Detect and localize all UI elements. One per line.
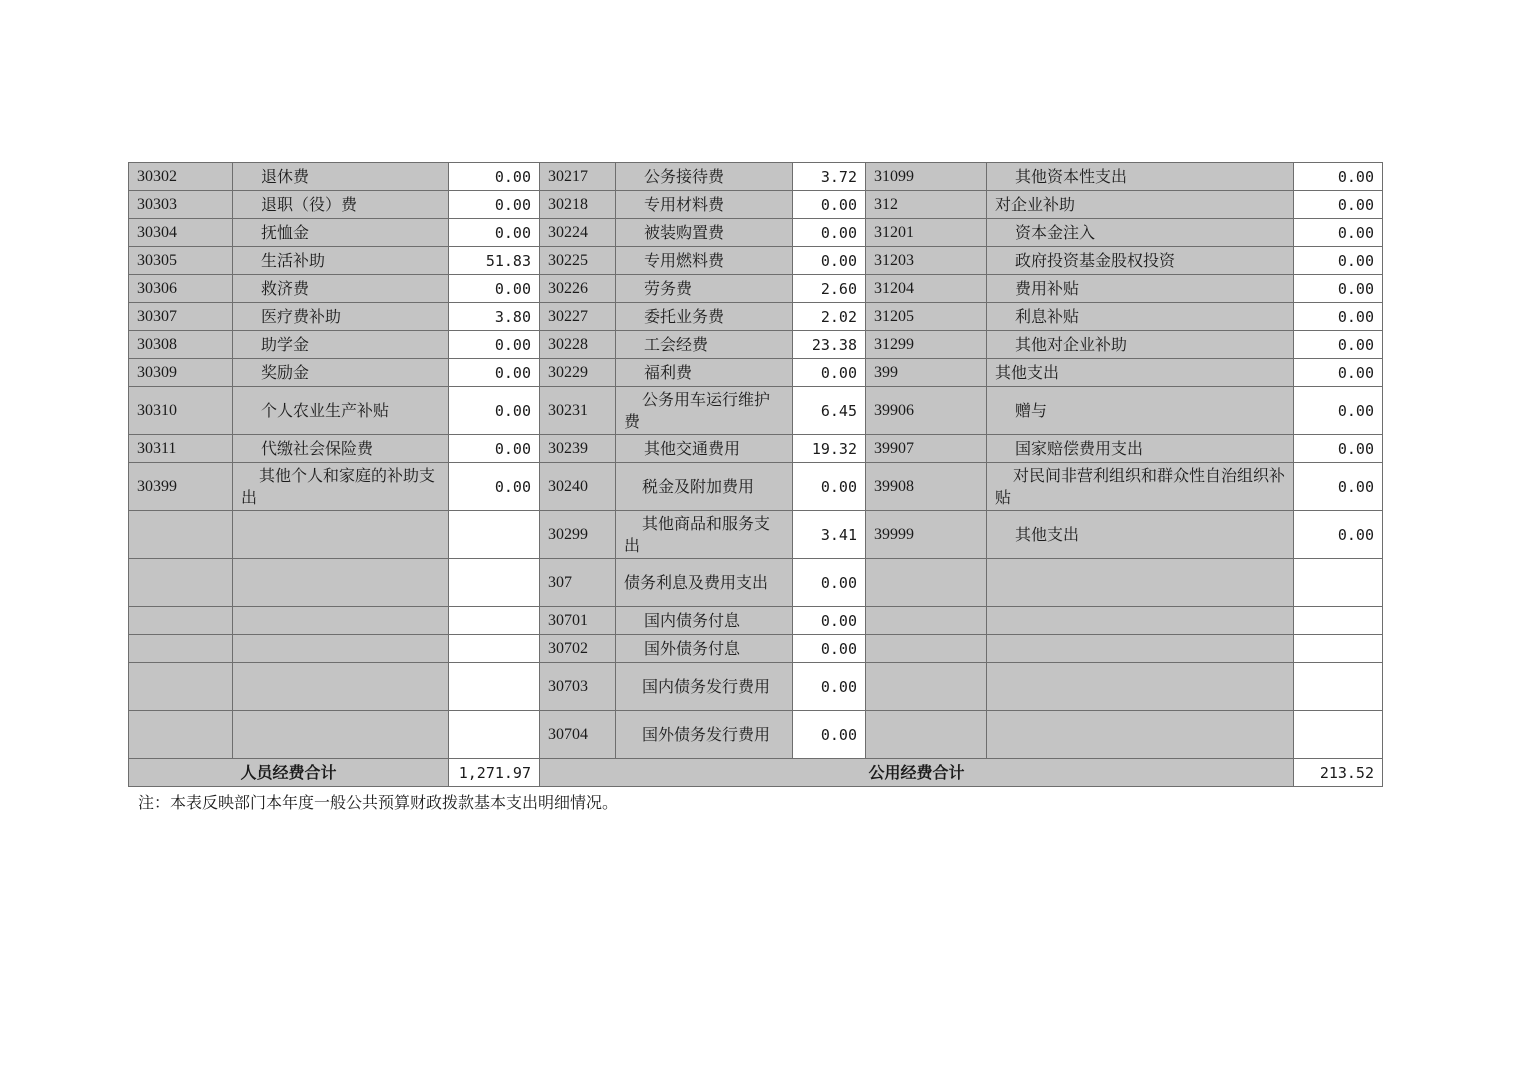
table-row <box>129 387 1383 435</box>
personnel-amount-cell: 3.80 <box>449 303 540 331</box>
other-name-cell: 国家赔偿费用支出 <box>987 435 1294 463</box>
personnel-name-cell: 代缴社会保险费 <box>233 435 449 463</box>
public-code-cell: 30225 <box>540 247 616 275</box>
public-amount-cell: 0.00 <box>793 559 866 607</box>
personnel-amount-cell <box>449 511 540 559</box>
table-row <box>129 247 1383 275</box>
personnel-code-cell: 30308 <box>129 331 233 359</box>
personnel-code-cell: 30309 <box>129 359 233 387</box>
table-row <box>129 163 1383 191</box>
personnel-code-cell <box>129 559 233 607</box>
public-amount-cell: 2.02 <box>793 303 866 331</box>
table-footnote: 注：本表反映部门本年度一般公共预算财政拨款基本支出明细情况。 <box>138 793 619 812</box>
personnel-amount-cell: 0.00 <box>449 191 540 219</box>
other-name-cell: 利息补贴 <box>987 303 1294 331</box>
public-code-cell: 30218 <box>540 191 616 219</box>
other-amount-cell: 0.00 <box>1294 463 1383 511</box>
personnel-name-cell: 医疗费补助 <box>233 303 449 331</box>
public-code-cell: 30239 <box>540 435 616 463</box>
public-code-cell: 30217 <box>540 163 616 191</box>
personnel-amount-cell: 0.00 <box>449 163 540 191</box>
table-row <box>129 559 1383 607</box>
other-name-cell: 对民间非营利组织和群众性自治组织补贴 <box>987 463 1294 511</box>
other-name-cell <box>987 635 1294 663</box>
personnel-name-cell <box>233 607 449 635</box>
table-row <box>129 331 1383 359</box>
public-amount-cell: 0.00 <box>793 191 866 219</box>
personnel-name-cell <box>233 511 449 559</box>
table-row <box>129 303 1383 331</box>
public-amount-cell: 19.32 <box>793 435 866 463</box>
personnel-amount-cell: 0.00 <box>449 359 540 387</box>
public-name-cell: 福利费 <box>616 359 793 387</box>
personnel-name-cell <box>233 663 449 711</box>
other-amount-cell: 0.00 <box>1294 247 1383 275</box>
public-code-cell: 30229 <box>540 359 616 387</box>
other-amount-cell: 0.00 <box>1294 359 1383 387</box>
public-amount-cell: 0.00 <box>793 711 866 759</box>
personnel-name-cell <box>233 559 449 607</box>
public-amount-cell: 0.00 <box>793 359 866 387</box>
public-amount-cell: 0.00 <box>793 219 866 247</box>
public-code-cell: 30704 <box>540 711 616 759</box>
personnel-name-cell: 抚恤金 <box>233 219 449 247</box>
other-name-cell: 对企业补助 <box>987 191 1294 219</box>
personnel-name-cell: 退休费 <box>233 163 449 191</box>
public-amount-cell: 2.60 <box>793 275 866 303</box>
other-amount-cell: 0.00 <box>1294 191 1383 219</box>
other-code-cell: 312 <box>866 191 987 219</box>
other-name-cell: 政府投资基金股权投资 <box>987 247 1294 275</box>
public-amount-cell: 23.38 <box>793 331 866 359</box>
public-code-cell: 307 <box>540 559 616 607</box>
other-code-cell: 31204 <box>866 275 987 303</box>
public-amount-cell: 0.00 <box>793 463 866 511</box>
other-code-cell: 31203 <box>866 247 987 275</box>
public-code-cell: 30299 <box>540 511 616 559</box>
other-name-cell <box>987 711 1294 759</box>
table-row <box>129 219 1383 247</box>
other-amount-cell: 0.00 <box>1294 303 1383 331</box>
public-amount-cell: 6.45 <box>793 387 866 435</box>
personnel-code-cell <box>129 711 233 759</box>
other-name-cell: 赠与 <box>987 387 1294 435</box>
personnel-code-cell: 30305 <box>129 247 233 275</box>
other-code-cell: 39906 <box>866 387 987 435</box>
other-name-cell: 其他支出 <box>987 511 1294 559</box>
personnel-code-cell: 30303 <box>129 191 233 219</box>
table-row <box>129 635 1383 663</box>
other-code-cell: 31201 <box>866 219 987 247</box>
other-code-cell: 31299 <box>866 331 987 359</box>
personnel-amount-cell <box>449 711 540 759</box>
table-row <box>129 511 1383 559</box>
public-code-cell: 30227 <box>540 303 616 331</box>
personnel-code-cell: 30310 <box>129 387 233 435</box>
other-amount-cell <box>1294 711 1383 759</box>
other-code-cell: 39908 <box>866 463 987 511</box>
other-name-cell: 费用补贴 <box>987 275 1294 303</box>
public-name-cell: 被装购置费 <box>616 219 793 247</box>
other-amount-cell <box>1294 559 1383 607</box>
public-name-cell: 其他交通费用 <box>616 435 793 463</box>
public-name-cell: 公务用车运行维护费 <box>616 387 793 435</box>
personnel-name-cell: 救济费 <box>233 275 449 303</box>
other-code-cell: 39999 <box>866 511 987 559</box>
public-name-cell: 债务利息及费用支出 <box>616 559 793 607</box>
table-row <box>129 191 1383 219</box>
personnel-total-value: 1,271.97 <box>449 759 540 787</box>
personnel-name-cell <box>233 635 449 663</box>
public-code-cell: 30240 <box>540 463 616 511</box>
other-name-cell <box>987 559 1294 607</box>
other-amount-cell: 0.00 <box>1294 275 1383 303</box>
other-code-cell <box>866 711 987 759</box>
personnel-amount-cell: 0.00 <box>449 275 540 303</box>
public-code-cell: 30702 <box>540 635 616 663</box>
personnel-code-cell: 30302 <box>129 163 233 191</box>
personnel-amount-cell: 0.00 <box>449 387 540 435</box>
public-amount-cell: 0.00 <box>793 247 866 275</box>
public-code-cell: 30226 <box>540 275 616 303</box>
table-row <box>129 711 1383 759</box>
public-name-cell: 专用材料费 <box>616 191 793 219</box>
personnel-name-cell: 生活补助 <box>233 247 449 275</box>
personnel-code-cell: 30307 <box>129 303 233 331</box>
personnel-name-cell: 退职（役）费 <box>233 191 449 219</box>
other-name-cell: 其他对企业补助 <box>987 331 1294 359</box>
personnel-amount-cell: 51.83 <box>449 247 540 275</box>
other-amount-cell: 0.00 <box>1294 511 1383 559</box>
personnel-code-cell: 30311 <box>129 435 233 463</box>
other-name-cell: 其他资本性支出 <box>987 163 1294 191</box>
other-code-cell <box>866 559 987 607</box>
other-code-cell: 31099 <box>866 163 987 191</box>
personnel-total-label: 人员经费合计 <box>129 759 449 787</box>
other-name-cell: 资本金注入 <box>987 219 1294 247</box>
public-name-cell: 专用燃料费 <box>616 247 793 275</box>
expenditure-table <box>128 162 1383 787</box>
other-name-cell <box>987 663 1294 711</box>
other-name-cell <box>987 607 1294 635</box>
personnel-name-cell: 个人农业生产补贴 <box>233 387 449 435</box>
personnel-code-cell: 30306 <box>129 275 233 303</box>
public-amount-cell: 3.41 <box>793 511 866 559</box>
table-row <box>129 463 1383 511</box>
public-name-cell: 工会经费 <box>616 331 793 359</box>
personnel-amount-cell: 0.00 <box>449 435 540 463</box>
other-code-cell <box>866 663 987 711</box>
personnel-amount-cell: 0.00 <box>449 331 540 359</box>
other-code-cell: 39907 <box>866 435 987 463</box>
public-name-cell: 劳务费 <box>616 275 793 303</box>
public-total-value: 213.52 <box>1294 759 1383 787</box>
public-name-cell: 国内债务付息 <box>616 607 793 635</box>
table-row <box>129 435 1383 463</box>
other-amount-cell <box>1294 635 1383 663</box>
other-code-cell: 31205 <box>866 303 987 331</box>
public-amount-cell: 0.00 <box>793 607 866 635</box>
totals-row <box>129 759 1383 787</box>
other-amount-cell: 0.00 <box>1294 331 1383 359</box>
personnel-code-cell <box>129 607 233 635</box>
table-row <box>129 359 1383 387</box>
personnel-amount-cell <box>449 607 540 635</box>
personnel-code-cell <box>129 635 233 663</box>
personnel-code-cell <box>129 511 233 559</box>
other-name-cell: 其他支出 <box>987 359 1294 387</box>
public-name-cell: 委托业务费 <box>616 303 793 331</box>
personnel-name-cell <box>233 711 449 759</box>
table-body <box>129 163 1383 759</box>
other-amount-cell: 0.00 <box>1294 219 1383 247</box>
public-name-cell: 国外债务发行费用 <box>616 711 793 759</box>
personnel-name-cell: 助学金 <box>233 331 449 359</box>
personnel-amount-cell <box>449 559 540 607</box>
table-row <box>129 607 1383 635</box>
public-name-cell: 国内债务发行费用 <box>616 663 793 711</box>
personnel-amount-cell: 0.00 <box>449 219 540 247</box>
public-total-label: 公用经费合计 <box>540 759 1294 787</box>
other-amount-cell <box>1294 607 1383 635</box>
other-code-cell <box>866 635 987 663</box>
public-amount-cell: 0.00 <box>793 663 866 711</box>
public-code-cell: 30703 <box>540 663 616 711</box>
public-amount-cell: 0.00 <box>793 635 866 663</box>
table-row <box>129 663 1383 711</box>
public-name-cell: 公务接待费 <box>616 163 793 191</box>
personnel-code-cell: 30399 <box>129 463 233 511</box>
personnel-code-cell <box>129 663 233 711</box>
other-amount-cell: 0.00 <box>1294 435 1383 463</box>
other-amount-cell <box>1294 663 1383 711</box>
personnel-name-cell: 奖励金 <box>233 359 449 387</box>
public-code-cell: 30224 <box>540 219 616 247</box>
personnel-name-cell: 其他个人和家庭的补助支出 <box>233 463 449 511</box>
public-code-cell: 30228 <box>540 331 616 359</box>
public-name-cell: 国外债务付息 <box>616 635 793 663</box>
personnel-amount-cell <box>449 663 540 711</box>
public-code-cell: 30231 <box>540 387 616 435</box>
personnel-amount-cell <box>449 635 540 663</box>
public-name-cell: 其他商品和服务支出 <box>616 511 793 559</box>
public-name-cell: 税金及附加费用 <box>616 463 793 511</box>
public-amount-cell: 3.72 <box>793 163 866 191</box>
personnel-code-cell: 30304 <box>129 219 233 247</box>
other-amount-cell: 0.00 <box>1294 163 1383 191</box>
table-row <box>129 275 1383 303</box>
other-code-cell <box>866 607 987 635</box>
personnel-amount-cell: 0.00 <box>449 463 540 511</box>
public-code-cell: 30701 <box>540 607 616 635</box>
other-amount-cell: 0.00 <box>1294 387 1383 435</box>
other-code-cell: 399 <box>866 359 987 387</box>
